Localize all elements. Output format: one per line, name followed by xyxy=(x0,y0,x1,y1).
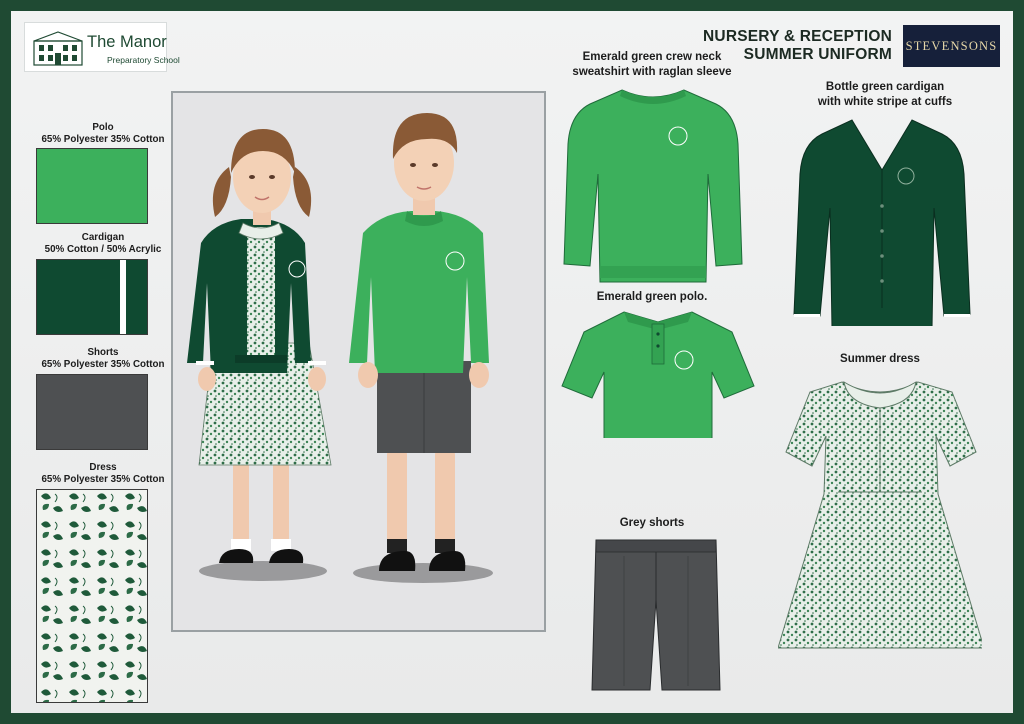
sweatshirt-caption-line-2: sweatshirt with raglan sleeve xyxy=(572,66,732,78)
polo-caption: Emerald green polo. xyxy=(596,291,708,303)
boy-figure xyxy=(349,113,489,571)
swatch-title: Cardigan xyxy=(81,232,125,243)
cardigan-swatch xyxy=(36,259,148,335)
school-logo xyxy=(24,22,180,72)
dress-swatch xyxy=(36,489,148,703)
cardigan-illustration xyxy=(790,116,974,326)
leaf-pattern xyxy=(37,490,148,703)
dress-caption: Summer dress xyxy=(840,353,920,365)
girl-figure xyxy=(187,129,331,563)
swatch-fabric: 50% Cotton / 50% Acrylic xyxy=(44,244,162,255)
swatch-label-polo xyxy=(18,122,188,146)
children-illustration-panel xyxy=(171,91,546,632)
swatch-title: Dress xyxy=(89,462,117,473)
cuff-stripe xyxy=(120,260,126,334)
children-illustration xyxy=(173,93,544,630)
swatch-label-cardigan xyxy=(18,232,188,256)
swatch-label-shorts xyxy=(18,347,188,371)
shorts-illustration xyxy=(590,536,722,694)
title-line-1: NURSERY & RECEPTION xyxy=(703,28,892,45)
swatch-fabric: 65% Polyester 35% Cotton xyxy=(41,359,165,370)
polo-swatch xyxy=(36,148,148,224)
sweatshirt-illustration xyxy=(562,86,744,286)
school-subtitle: Preparatory School xyxy=(107,55,180,65)
school-name: The Manor xyxy=(87,33,167,51)
cardigan-caption xyxy=(785,80,985,110)
shorts-swatch xyxy=(36,374,148,450)
swatch-fabric: 65% Polyester 35% Cotton xyxy=(41,134,165,145)
sweatshirt-caption-line-1: Emerald green crew neck xyxy=(582,51,722,63)
shorts-caption: Grey shorts xyxy=(619,517,685,529)
polo-illustration xyxy=(560,308,756,438)
swatch-title: Polo xyxy=(92,122,114,133)
swatch-fabric: 65% Polyester 35% Cotton xyxy=(41,474,165,485)
stevensons-logo: STEVENSONS xyxy=(903,25,1000,67)
cardigan-caption-line-2: with white stripe at cuffs xyxy=(817,96,953,108)
sweatshirt-caption xyxy=(552,50,752,80)
title-line-2: SUMMER UNIFORM xyxy=(743,46,892,63)
cardigan-caption-line-1: Bottle green cardigan xyxy=(825,81,945,93)
dress-illustration xyxy=(778,374,982,650)
swatch-label-dress xyxy=(18,462,188,486)
manor-house-icon xyxy=(31,29,85,67)
swatch-title: Shorts xyxy=(87,347,119,358)
